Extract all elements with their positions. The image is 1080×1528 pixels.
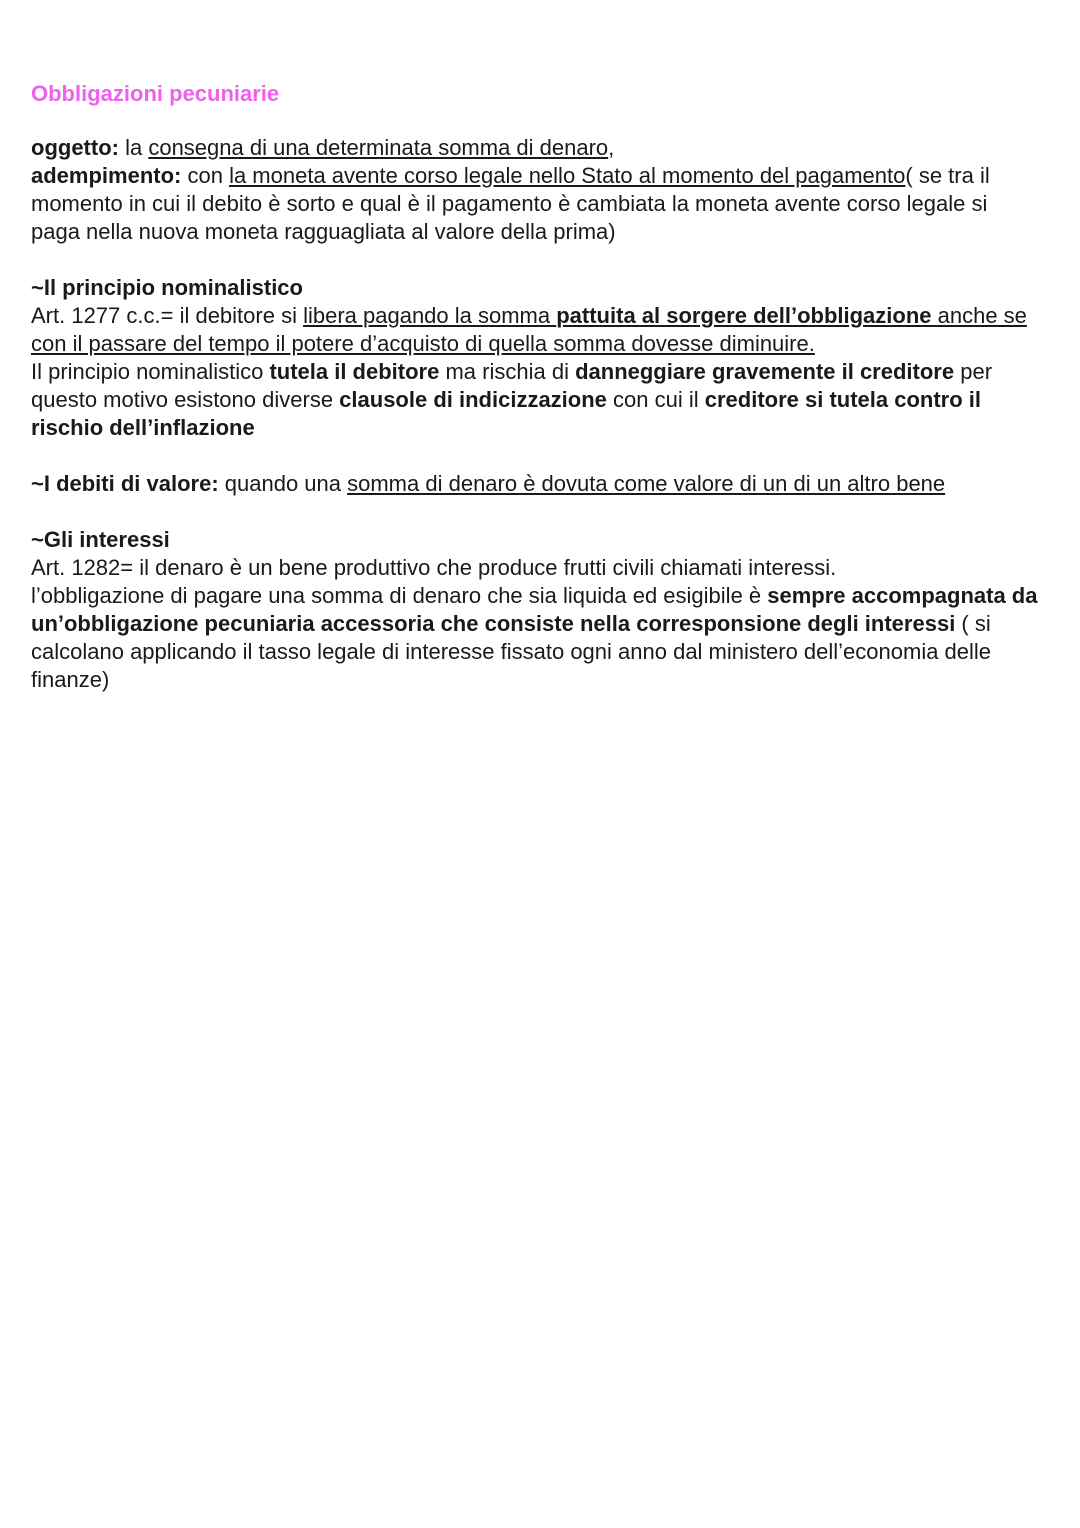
principio-paragraph bbox=[31, 358, 1040, 442]
debiti-paragraph bbox=[31, 470, 1040, 498]
art-1277-u1: libera pagando la somma bbox=[303, 303, 557, 328]
principio-b1: tutela il debitore bbox=[269, 359, 440, 384]
interessi-heading bbox=[31, 526, 1040, 554]
principio-heading bbox=[31, 274, 1040, 302]
interessi-t2: ( si calcolano applicando il tasso legale di interesse fissato ogni anno dal ministero dell’economia delle finanze) bbox=[31, 611, 992, 692]
debiti-underlined: somma di denaro è dovuta come valore di un di un altro bene bbox=[347, 471, 946, 496]
adempimento-underlined: la moneta avente corso legale nello Stato al momento del pagamento bbox=[229, 163, 906, 188]
debiti-label: ~I debiti di valore: bbox=[31, 471, 219, 496]
interessi-heading-text: ~Gli interessi bbox=[31, 527, 170, 552]
art-1277-paragraph bbox=[31, 302, 1040, 358]
section-oggetto-adempimento bbox=[31, 134, 1040, 246]
debiti-text: quando una bbox=[218, 471, 348, 496]
section-interessi bbox=[31, 526, 1040, 694]
art-1282-line: Art. 1282= il denaro è un bene produttivo che produce frutti civili chiamati interessi. bbox=[31, 555, 837, 580]
principio-heading-text: ~Il principio nominalistico bbox=[31, 275, 303, 300]
adempimento-paragraph bbox=[31, 162, 1040, 246]
document-title: Obbligazioni pecuniarie bbox=[31, 81, 280, 106]
oggetto-comma: , bbox=[608, 135, 615, 160]
adempimento-text: con bbox=[181, 163, 230, 188]
oggetto-underlined: consegna di una determinata somma di denaro bbox=[148, 135, 609, 160]
oggetto-label: oggetto: bbox=[31, 135, 119, 160]
principio-t3: per questo motivo esistono diverse bbox=[31, 359, 993, 412]
art-1277-u2: anche se con il passare del tempo il potere d’acquisto di quella somma dovesse diminuire. bbox=[31, 303, 1027, 356]
oggetto-line bbox=[31, 134, 1040, 162]
principio-b4: creditore si tutela contro il rischio dell’inflazione bbox=[31, 387, 982, 440]
interessi-t1: l’obbligazione di pagare una somma di denaro che sia liquida ed esigibile è bbox=[31, 583, 768, 608]
interessi-paragraph bbox=[31, 582, 1040, 694]
principio-t4: con cui il bbox=[606, 387, 705, 412]
principio-t1: Il principio nominalistico bbox=[31, 359, 270, 384]
art-1277-u-bold: pattuita al sorgere dell’obbligazione bbox=[556, 303, 938, 328]
oggetto-text: la bbox=[118, 135, 149, 160]
interessi-b1: sempre accompagnata da un’obbligazione pecuniaria accessoria che consiste nella corresponsione degli interessi bbox=[31, 583, 1038, 636]
adempimento-note: ( se tra il momento in cui il debito è sorto e qual è il pagamento è cambiata la moneta avente corso legale si paga nella nuova moneta ragguagliata al valore della prima) bbox=[31, 163, 990, 244]
section-debiti-di-valore bbox=[31, 470, 1040, 498]
adempimento-label: adempimento: bbox=[31, 163, 182, 188]
principio-b3: clausole di indicizzazione bbox=[339, 387, 607, 412]
principio-t2: ma rischia di bbox=[439, 359, 576, 384]
section-principio-nominalistico bbox=[31, 274, 1040, 442]
art-1277-text: Art. 1277 c.c.= il debitore si bbox=[31, 303, 304, 328]
principio-b2: danneggiare gravemente il creditore bbox=[575, 359, 955, 384]
